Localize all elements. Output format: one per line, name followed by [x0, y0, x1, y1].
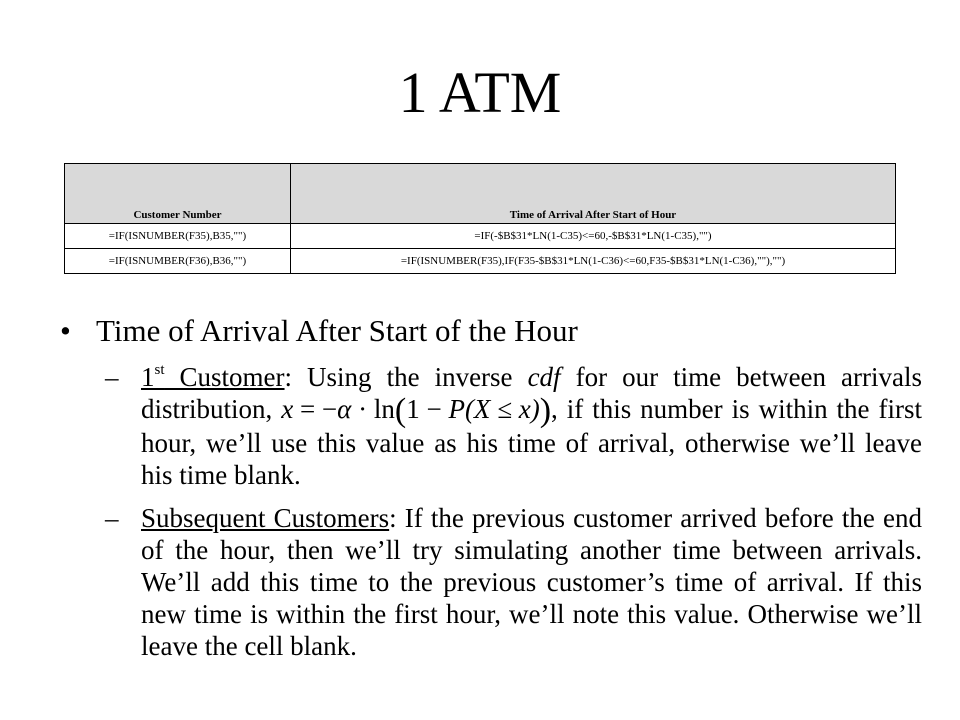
sub2-text: : If the previous customer arrived before the end of the hour, then we’ll try simulating another time between arrivals. We’ll add this time to the previous customer’s time of arrival. If this new time is within the first hour, we’ll note this value. Otherwise we’ll leave the cell blank. — [141, 503, 923, 661]
formula-open-paren: ( — [394, 392, 407, 429]
sub1-text-a: : Using the inverse — [284, 362, 528, 392]
sub1-text-c: , if this number is within the first hour, we’ll use this value as his time of arrival, otherwise we’ll leave his time blank. — [141, 394, 922, 490]
cdf-term: cdf — [527, 362, 561, 392]
formula-table — [64, 163, 896, 274]
formula-ln: ln — [373, 394, 395, 424]
formula-eq: = − — [293, 394, 338, 424]
bullet-list — [60, 312, 940, 662]
slide-title: 1 ATM — [398, 60, 562, 125]
sub-bullet-subsequent-customers — [105, 502, 922, 662]
bullet-symbol: • — [60, 313, 71, 348]
formula-alpha: α — [337, 394, 352, 424]
header-time-of-arrival: Time of Arrival After Start of Hour — [291, 164, 896, 224]
sub-bullet-first-customer — [105, 361, 922, 491]
table-cell: =IF(ISNUMBER(F35),IF(F35-$B$31*LN(1-C36)<=60,F35-$B$31*LN(1-C36),""),"") — [291, 249, 896, 274]
bullet-text: Time of Arrival After Start of the Hour — [96, 313, 578, 348]
sub1-text-b: for our time between arrivals distribution, — [141, 362, 923, 424]
table-row — [65, 224, 896, 249]
label-rest: Customer — [164, 362, 285, 392]
subsequent-customers-label: Subsequent Customers — [141, 503, 390, 533]
header-customer-number: Customer Number — [65, 164, 291, 224]
dash-symbol: – — [105, 362, 119, 392]
table-cell: =IF(-$B$31*LN(1-C35)<=60,-$B$31*LN(1-C35),"") — [291, 224, 896, 249]
formula-dot: · — [351, 394, 374, 424]
ordinal-suffix: st — [154, 362, 165, 378]
formula-inner: 1 − — [406, 394, 449, 424]
table-header-row — [65, 164, 896, 224]
formula-P: P — [448, 394, 465, 424]
table-cell: =IF(ISNUMBER(F35),B35,"") — [65, 224, 291, 249]
inverse-cdf-formula — [281, 393, 551, 427]
ordinal-number: 1 — [141, 362, 155, 392]
main-bullet — [60, 312, 940, 350]
formula-arg: (X ≤ x) — [464, 394, 540, 424]
table-row — [65, 249, 896, 274]
dash-symbol: – — [105, 503, 119, 533]
first-customer-label — [141, 362, 285, 392]
formula-close-paren: ) — [539, 392, 552, 429]
table-cell: =IF(ISNUMBER(F36),B36,"") — [65, 249, 291, 274]
formula-x: x — [281, 394, 294, 424]
